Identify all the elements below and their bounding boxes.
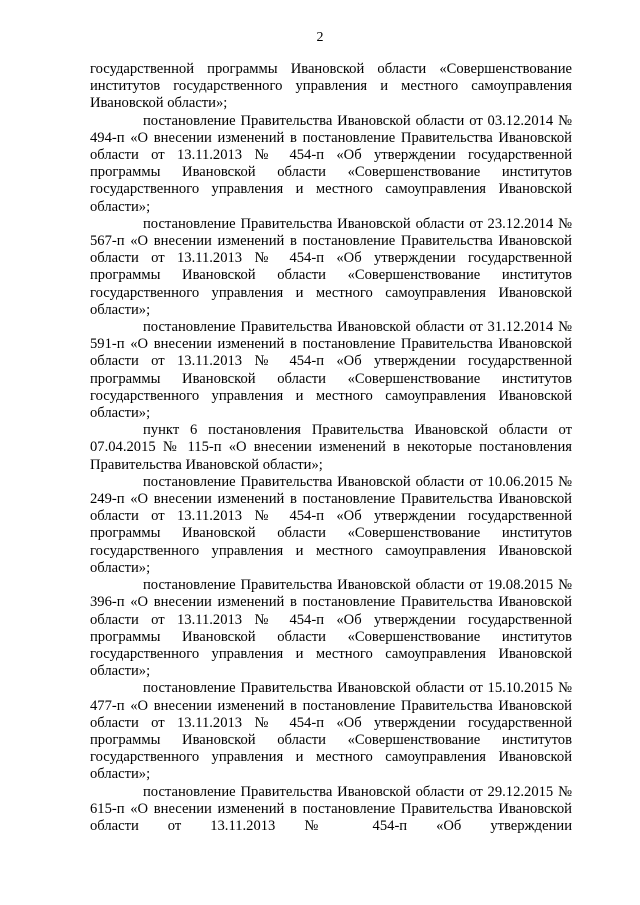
paragraph-resolution-615: постановление Правительства Ивановской области от 29.12.2015 № 615-п «О внесении изменений в постановление Правительства Ивановской области от 13.11.2013 № 454-п «Об утверждении (90, 783, 572, 834)
paragraph-continuation: государственной программы Ивановской области «Совершенствование институтов государственного управления и местного самоуправления Ивановской области»; (90, 61, 572, 112)
paragraph-resolution-396: постановление Правительства Ивановской области от 19.08.2015 № 396-п «О внесении изменений в постановление Правительства Ивановской области от 13.11.2013 № 454-п «Об утверждении государственной программы Ивановской области «Совершенствование институтов государственного управления и местного самоуправления Ивановской области»; (90, 577, 572, 680)
paragraph-resolution-115-item-6: пункт 6 постановления Правительства Ивановской области от 07.04.2015 № 115-п «О внесении изменений в некоторые постановления Правительства Ивановской области»; (90, 422, 572, 473)
paragraph-resolution-567: постановление Правительства Ивановской области от 23.12.2014 № 567-п «О внесении изменений в постановление Правительства Ивановской области от 13.11.2013 № 454-п «Об утверждении государственной программы Ивановской области «Совершенствование институтов государственного управления и местного самоуправления Ивановской области»; (90, 215, 572, 318)
document-body (90, 61, 572, 835)
paragraph-resolution-591: постановление Правительства Ивановской области от 31.12.2014 № 591-п «О внесении изменений в постановление Правительства Ивановской области от 13.11.2013 № 454-п «Об утверждении государственной программы Ивановской области «Совершенствование институтов государственного управления и местного самоуправления Ивановской области»; (90, 319, 572, 422)
page-number: 2 (316, 30, 324, 45)
paragraph-resolution-249: постановление Правительства Ивановской области от 10.06.2015 № 249-п «О внесении изменений в постановление Правительства Ивановской области от 13.11.2013 № 454-п «Об утверждении государственной программы Ивановской области «Совершенствование институтов государственного управления и местного самоуправления Ивановской области»; (90, 473, 572, 576)
paragraph-resolution-494: постановление Правительства Ивановской области от 03.12.2014 № 494-п «О внесении изменений в постановление Правительства Ивановской области от 13.11.2013 № 454-п «Об утверждении государственной программы Ивановской области «Совершенствование институтов государственного управления и местного самоуправления Ивановской области»; (90, 112, 572, 215)
paragraph-resolution-477: постановление Правительства Ивановской области от 15.10.2015 № 477-п «О внесении изменений в постановление Правительства Ивановской области от 13.11.2013 № 454-п «Об утверждении государственной программы Ивановской области «Совершенствование институтов государственного управления и местного самоуправления Ивановской области»; (90, 680, 572, 783)
